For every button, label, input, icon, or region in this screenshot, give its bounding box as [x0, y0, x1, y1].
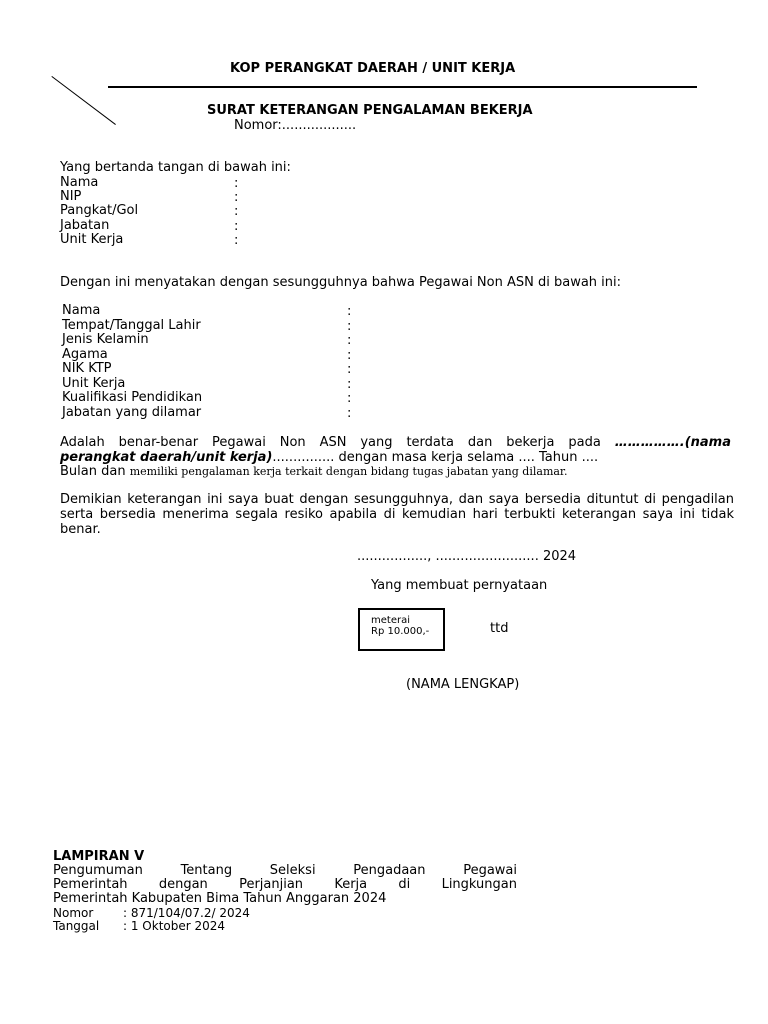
signer-name: (NAMA LENGKAP)	[406, 677, 520, 692]
lampiran-line-3: Pemerintah Kabupaten Bima Tahun Anggaran 2024	[53, 891, 387, 906]
lampiran-line-2: Pemerintah dengan Perjanjian Kerja di Lingkungan	[53, 877, 517, 892]
diagonal-line	[51, 76, 115, 125]
signer-field-colon: :	[234, 233, 239, 248]
employment-placeholder: …………….(nama	[614, 435, 731, 450]
signer-intro: Yang bertanda tangan di bawah ini:	[60, 160, 291, 175]
lampiran-line-1: Pengumuman Tentang Seleksi Pengadaan Pegawai	[53, 863, 517, 878]
lampiran-title: LAMPIRAN V	[53, 849, 145, 864]
signer-field-label: Nama	[60, 175, 99, 190]
employee-field-colon: :	[347, 319, 352, 334]
employee-field-label: NIK KTP	[62, 361, 112, 376]
signer-field-label: Pangkat/Gol	[60, 203, 139, 218]
employee-field-colon: :	[347, 333, 352, 348]
maker-label: Yang membuat pernyataan	[371, 578, 548, 593]
employee-field-colon: :	[347, 362, 352, 377]
employment-month: Bulan dan	[60, 464, 130, 479]
lampiran-tanggal-label: Tanggal	[53, 919, 100, 933]
employment-unit-placeholder: perangkat daerah/unit kerja)	[60, 450, 273, 465]
signer-field-label: Unit Kerja	[60, 232, 124, 247]
employee-field-label: Unit Kerja	[62, 376, 126, 391]
employment-line-3	[60, 464, 567, 479]
employee-field-label: Jabatan yang dilamar	[62, 405, 202, 420]
employee-field-label: Jenis Kelamin	[62, 332, 149, 347]
employment-duration: ............... dengan masa kerja selama .... Tahun ....	[272, 450, 599, 465]
stamp-label: meterai	[371, 615, 410, 626]
lampiran-tanggal-value: : 1 Oktober 2024	[123, 919, 226, 933]
employee-field-label: Agama	[62, 347, 108, 362]
signer-field-colon: :	[234, 190, 239, 205]
signer-field-label: NIP	[60, 189, 82, 204]
document-number: Nomor:..................	[234, 118, 357, 133]
signer-field-label: Jabatan	[60, 218, 110, 233]
employee-field-label: Nama	[62, 303, 101, 318]
employment-line-2	[60, 450, 598, 465]
closing-paragraph: Demikian keterangan ini saya buat dengan sesungguhnya, dan saya bersedia dituntut di pengadilan serta bersedia menerima segala resiko apabila di kemudian hari terbukti keterangan saya ini tidak benar.	[60, 492, 734, 537]
experience-text: memiliki pengalaman kerja terkait dengan bidang tugas jabatan yang dilamar.	[129, 465, 568, 478]
signer-field-colon: :	[234, 219, 239, 234]
document-title: SURAT KETERANGAN PENGALAMAN BEKERJA	[207, 103, 533, 118]
lampiran-nomor-value: : 871/104/07.2/ 2024	[123, 906, 250, 920]
lampiran-nomor-label: Nomor	[53, 906, 94, 920]
employee-field-colon: :	[347, 377, 352, 392]
signer-field-colon: :	[234, 176, 239, 191]
header-rule	[108, 86, 697, 88]
employee-field-label: Tempat/Tanggal Lahir	[62, 318, 201, 333]
ttd-label: ttd	[490, 621, 509, 636]
stamp-amount: Rp 10.000,-	[371, 626, 430, 637]
employee-field-colon: :	[347, 304, 352, 319]
employee-field-colon: :	[347, 348, 352, 363]
employee-field-colon: :	[347, 391, 352, 406]
stamp-box	[358, 608, 445, 651]
signer-field-colon: :	[234, 204, 239, 219]
date-line: ................., ......................... 2024	[357, 549, 577, 564]
employment-line-1	[60, 435, 731, 450]
employee-field-colon: :	[347, 406, 352, 421]
kop-heading: KOP PERANGKAT DAERAH / UNIT KERJA	[230, 61, 516, 76]
statement-text: Dengan ini menyatakan dengan sesungguhnya bahwa Pegawai Non ASN di bawah ini:	[60, 275, 622, 290]
employment-text: Adalah benar-benar Pegawai Non ASN yang terdata dan bekerja pada	[60, 435, 615, 450]
employee-field-label: Kualifikasi Pendidikan	[62, 390, 203, 405]
